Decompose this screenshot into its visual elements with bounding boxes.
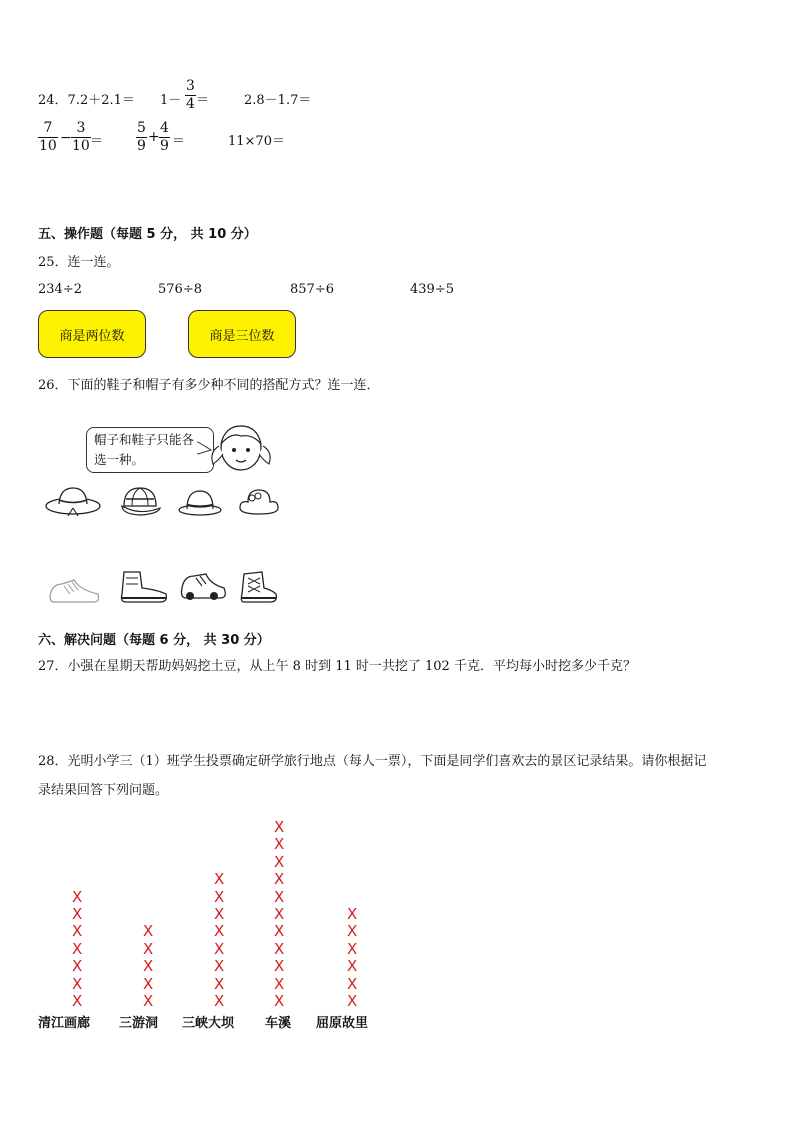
tally-mark: X — [214, 870, 225, 889]
category-label-qingjiang: 清江画廊 — [38, 1016, 91, 1031]
tally-mark: X — [72, 974, 83, 993]
tally-mark: X — [274, 852, 285, 871]
tally-mark: X — [143, 957, 154, 976]
fraction-7-10: 7 10 — [39, 120, 57, 154]
plus-sign: + — [148, 129, 160, 145]
bubble-two-digit[interactable]: 商是两位数 — [38, 310, 146, 358]
tally-mark: X — [274, 939, 285, 958]
tally-mark: X — [274, 887, 285, 906]
q25-expr-1: 234÷2 — [38, 282, 82, 297]
fraction-4-9: 4 9 — [160, 120, 169, 154]
tally-mark: X — [143, 922, 154, 941]
tally-mark: X — [274, 818, 285, 836]
tally-mark: X — [143, 939, 154, 958]
tally-mark: X — [274, 870, 285, 889]
equals-sign-1: ＝ — [90, 134, 104, 149]
high-top-shoe-icon — [236, 568, 280, 606]
tally-mark: X — [347, 974, 358, 993]
equals-sign-2: ＝ — [172, 134, 186, 149]
tally-mark: X — [214, 922, 225, 941]
tally-mark: X — [274, 957, 285, 976]
fedora-hat-icon — [177, 486, 223, 518]
q27-text: 27．小强在星期天帮助妈妈挖土豆，从上午 8 时到 11 时一共挖了 102 千克．平均每小时挖多少千克？ — [38, 659, 636, 674]
q25-expr-3: 857÷6 — [290, 282, 334, 297]
q28-line-2: 录结果回答下列问题。 — [38, 783, 169, 798]
tally-mark: X — [72, 887, 83, 906]
fraction-3-10: 3 10 — [72, 120, 90, 154]
tally-mark: X — [347, 905, 358, 923]
q25-label: 25．连一连。 — [38, 255, 120, 270]
tally-mark: X — [214, 887, 225, 906]
fraction-5-9: 5 9 — [137, 120, 146, 154]
tally-mark: X — [214, 939, 225, 958]
baseball-cap-icon — [118, 484, 162, 518]
tally-mark: X — [72, 905, 83, 923]
tally-mark: X — [143, 974, 154, 993]
sports-shoe-icon — [176, 568, 230, 604]
tally-mark: X — [214, 905, 225, 923]
tally-mark: X — [347, 957, 358, 976]
tally-mark: X — [214, 974, 225, 993]
q28-line-1: 28．光明小学三（1）班学生投票确定研学旅行地点（每人一票），下面是同学们喜欢去的景区记录结果。请你根据记 — [38, 754, 707, 769]
girl-speech-bubble: 帽子和鞋子只能各选一种。 — [86, 427, 214, 473]
q24-expr-2-prefix: 1－ — [160, 93, 182, 108]
tally-mark: X — [347, 992, 358, 1010]
bubble-three-digit[interactable]: 商是三位数 — [188, 310, 296, 358]
tally-mark: X — [274, 992, 285, 1010]
tally-mark: X — [143, 992, 154, 1010]
wide-brim-hat-icon — [44, 482, 102, 518]
fraction-3-4: 3 4 — [186, 78, 195, 112]
tally-mark: X — [72, 957, 83, 976]
tally-mark: X — [347, 922, 358, 941]
tally-mark: X — [72, 939, 83, 958]
tally-mark: X — [274, 835, 285, 854]
tally-mark: X — [274, 922, 285, 941]
tally-mark: X — [214, 992, 225, 1010]
tally-mark: X — [214, 957, 225, 976]
category-label-quyuan: 屈原故里 — [316, 1016, 369, 1031]
q24-expr-3: 2.8－1.7＝ — [244, 93, 312, 108]
girl-avatar-icon — [205, 420, 273, 476]
tally-mark: X — [72, 922, 83, 941]
tally-mark: X — [274, 905, 285, 923]
q24-expr-2-eq: ＝ — [196, 93, 210, 108]
category-label-sanxia: 三峡大坝 — [182, 1016, 235, 1031]
q24-expr-1: 24．7.2＋2.1＝ — [38, 93, 135, 108]
boot-icon — [116, 566, 172, 606]
bow-hat-icon — [236, 484, 282, 518]
q25-expr-4: 439÷5 — [410, 282, 454, 297]
category-label-sanyoudong: 三游洞 — [119, 1016, 159, 1031]
tally-mark: X — [347, 939, 358, 958]
minus-sign: − — [60, 130, 72, 146]
tally-mark: X — [274, 974, 285, 993]
section6-title: 六、解决问题（每题 6 分， 共 30 分） — [38, 633, 270, 648]
q26-label: 26．下面的鞋子和帽子有多少种不同的搭配方式？连一连． — [38, 378, 380, 393]
section5-title: 五、操作题（每题 5 分， 共 10 分） — [38, 227, 257, 242]
sneaker-icon — [46, 572, 102, 606]
category-label-chexi: 车溪 — [265, 1016, 292, 1031]
tally-mark: X — [72, 992, 83, 1010]
q24-expr-mul: 11×70＝ — [228, 134, 285, 149]
q25-expr-2: 576÷8 — [158, 282, 202, 297]
